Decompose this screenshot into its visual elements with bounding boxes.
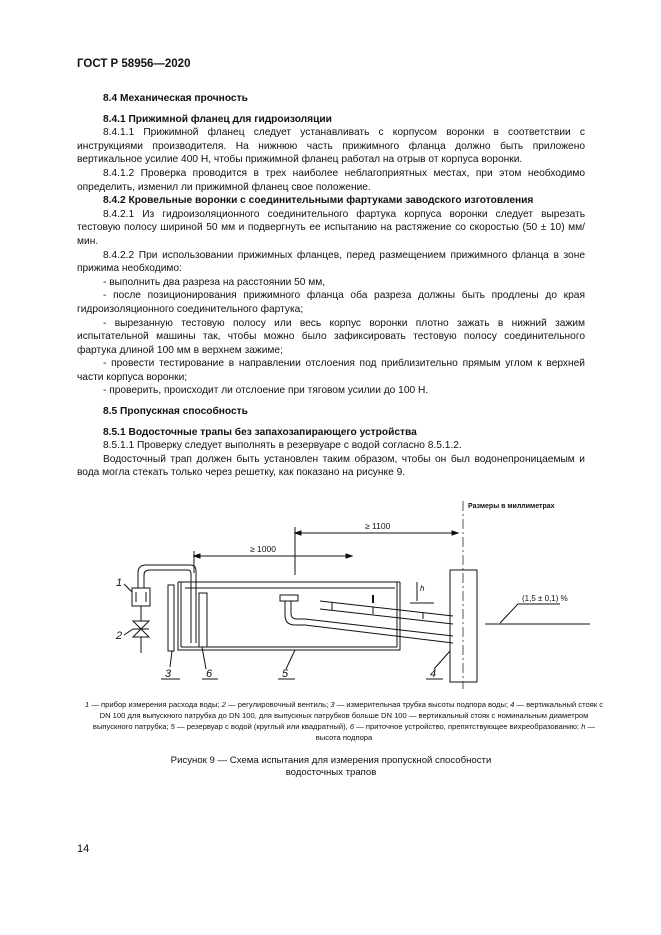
body-text [77, 92, 585, 480]
legend-key: 2 [221, 700, 226, 709]
legend-key: 1 [84, 700, 90, 709]
section-heading: 8.5 Пропускная способность [103, 406, 248, 418]
legend-key: h [581, 722, 586, 732]
figure-title-line-1: Рисунок 9 — Схема испытания для измерения пропускной способности [170, 755, 492, 766]
inlet-device [199, 593, 207, 647]
vertical-stand-pipe [450, 570, 477, 682]
document-header: ГОСТ Р 58956—2020 [77, 58, 191, 70]
callout-1: 1 [116, 577, 123, 589]
water-tank [178, 582, 400, 650]
callout-5: 5 [282, 668, 289, 680]
figure-title-line-2: водосточных трапов [285, 767, 377, 779]
legend-text: — измерительная трубка высоты подпора воды; [334, 700, 511, 709]
dimensions-note: Размеры в миллиметрах [468, 503, 555, 510]
legend-text: — регулировочный вентиль; [225, 700, 331, 709]
figure-title [130, 755, 532, 779]
callout-3: 3 [165, 668, 172, 680]
callout-6: 6 [206, 668, 213, 680]
measuring-tube [168, 585, 174, 651]
slope-label: (1,5 ± 0,1) % [522, 594, 568, 603]
paragraph: 8.4.2.1 Из гидроизоляционного соединительного фартука корпуса воронки следует вырезать тестовую полосу шириной 50 мм и подвергнуть ее испытанию на растяжение со скоростью (50 ± 10) мм/мин. [77, 208, 585, 247]
legend-text: — резервуар с водой (круглый или квадратный), [174, 722, 350, 732]
dim-long-label: ≥ 1100 [365, 521, 391, 531]
drain-outlet [285, 601, 305, 625]
legend-text: — высота подпора [315, 722, 596, 743]
paragraph: 8.4.1.1 Прижимной фланец следует устанавливать с корпусом воронки в соответствии с инструкциями производителя. На нижнюю часть прижимного фланца должно быть приложено вертикальное усилие 400 Н, чтобы прижимной фланец работал на отрыв от корпуса воронки. [77, 127, 585, 166]
legend-key: 5 [170, 722, 175, 732]
paragraph: - вырезанную тестовую полосу или весь корпус воронки плотно зажать в нижний зажим испытательной машины так, чтобы можно было зафиксировать тестовую полосу соединительного фартука длиной 100 мм в верхнем зажиме; [77, 317, 585, 356]
section-heading: 8.4.1 Прижимной фланец для гидроизоляции [103, 113, 332, 125]
dim-short-label: ≥ 1000 [250, 544, 276, 554]
flowmeter-device [132, 588, 150, 606]
paragraph: 8.4.1.2 Проверка проводится в трех наиболее неблагоприятных местах, при этом необходимо определить, изменил ли прижимной фланец свое положение. [77, 167, 585, 193]
paragraph: - после позиционирования прижимного фланца оба разреза должны быть продлены до края гидроизоляционного соединительного фартука; [77, 290, 585, 315]
page-number: 14 [77, 843, 90, 855]
figure-legend [82, 699, 606, 743]
section-heading: 8.5.1 Водосточные трапы без запахозапирающего устройства [103, 426, 417, 438]
legend-text: — прибор измерения расхода воды; [89, 700, 222, 709]
paragraph: 8.5.1.1 Проверку следует выполнять в резервуаре с водой согласно 8.5.1.2. [103, 440, 462, 452]
callout-2: 2 [116, 630, 123, 642]
section-heading: 8.4.2 Кровельные воронки с соединительными фартуками заводского изготовления [103, 195, 534, 207]
paragraph: - выполнить два разреза на расстоянии 50 мм, [103, 276, 326, 288]
test-scheme-figure [90, 493, 590, 689]
legend-text: — приточное устройство, препятствующее вихреобразованию; [354, 722, 582, 732]
legend-key: 3 [330, 700, 335, 709]
paragraph: - проверить, происходит ли отслоение при тяговом усилии до 100 Н. [103, 385, 429, 397]
paragraph: - провести тестирование в направлении отслоения под приблизительно прямым углом к верхней части корпуса воронки; [77, 358, 585, 383]
h-label: h [420, 584, 425, 593]
legend-key: 6 [349, 722, 355, 732]
callout-4: 4 [430, 668, 437, 680]
legend-key: 4 [510, 700, 515, 709]
legend-text: — вертикальный стояк с DN 100 для выпускного патрубка до DN 100, для выпускных патрубков больше DN 100 — вертикальный стояк с номинальным диаметром выпускного патрубка; [92, 700, 604, 732]
supply-pipe [138, 565, 196, 643]
paragraph: 8.4.2.2 При использовании прижимных фланцев, перед размещением прижимного фланца в зоне прижима необходимо: [77, 249, 585, 275]
paragraph: Водосточный трап должен быть установлен таким образом, чтобы он был водонепроницаемым и вода могла стекать только через решетку, как показано на рисунке 9. [77, 453, 585, 479]
section-heading: 8.4 Механическая прочность [103, 93, 248, 104]
